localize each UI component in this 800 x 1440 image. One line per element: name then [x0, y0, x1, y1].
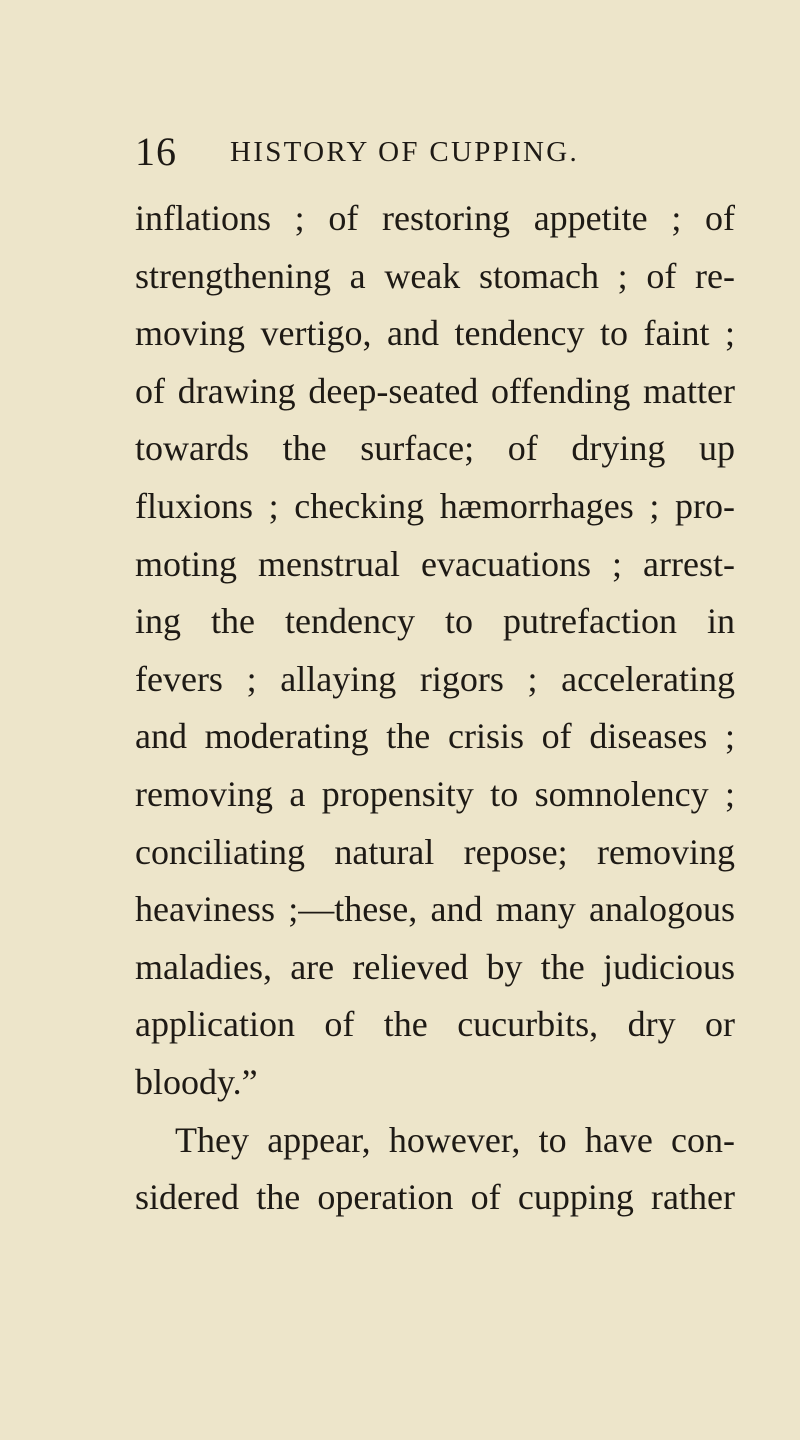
text-line: towards the surface; of drying up — [135, 428, 735, 469]
text-line: moting menstrual evacuations ; arrest- — [135, 543, 735, 584]
text-line: removing a propensity to somnolency ; — [135, 773, 735, 814]
text-line: heaviness ;—these, and many analogous — [135, 889, 735, 930]
text-line: of drawing deep-seated offending matter — [135, 370, 735, 411]
page-header — [135, 128, 695, 176]
text-line: bloody.” — [135, 1061, 258, 1102]
page-number: 16 — [135, 129, 177, 174]
text-line: fluxions ; checking hæmorrhages ; pro- — [135, 485, 735, 526]
body-text — [135, 190, 735, 1227]
text-line: fevers ; allaying rigors ; accelerating — [135, 658, 735, 699]
text-line: and moderating the crisis of diseases ; — [135, 716, 735, 757]
text-line-indented: They appear, however, to have con- — [175, 1119, 735, 1160]
text-line: application of the cucurbits, dry or — [135, 1004, 735, 1045]
text-line: maladies, are relieved by the judicious — [135, 946, 735, 987]
text-line: ing the tendency to putrefaction in — [135, 601, 735, 642]
text-line: conciliating natural repose; removing — [135, 831, 735, 872]
running-head: HISTORY OF CUPPING. — [230, 136, 580, 168]
text-line: inflations ; of restoring appetite ; of — [135, 198, 735, 238]
text-line: strengthening a weak stomach ; of re- — [135, 255, 735, 296]
text-line: sidered the operation of cupping rather — [135, 1177, 735, 1218]
text-line: moving vertigo, and tendency to faint ; — [135, 313, 735, 354]
